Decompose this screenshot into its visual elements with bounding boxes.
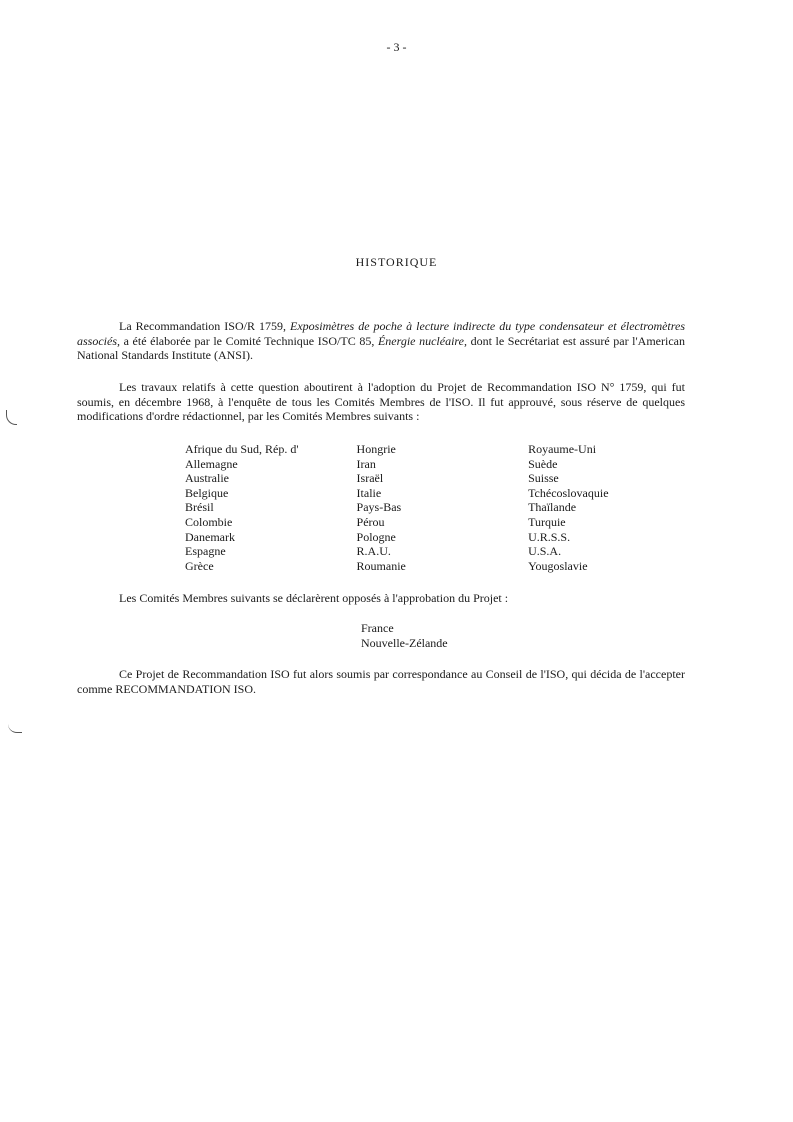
recommendation-title: Exposimètres de poche à lecture indirecte du type condensateur et électromètres associés,: [77, 319, 685, 348]
member-item: Roumanie: [356, 558, 406, 573]
member-item: Turquie: [528, 514, 566, 529]
member-item: Espagne: [185, 544, 226, 559]
member-item: Suisse: [528, 471, 559, 486]
member-item: Hongrie: [356, 442, 396, 456]
members-column-1: [185, 442, 357, 573]
member-item: R.A.U.: [356, 544, 391, 559]
member-item: Grèce: [185, 558, 214, 573]
member-item: Yougoslavie: [528, 558, 588, 573]
member-item: Afrique du Sud, Rép. d': [185, 442, 299, 456]
paragraph-adoption: Les travaux relatifs à cette question aboutirent à l'adoption du Projet de Recommandation ISO N° 1759, qui fut soumis, en décembre 1968, à l'enquête de tous les Comités Membres de l'ISO. Il fut approuvé, sous réserve de quelques modifications d'ordre rédactionnel, par les Comités Membres suivants :: [77, 380, 685, 424]
member-item: U.S.A.: [528, 544, 562, 559]
member-item: Allemagne: [185, 456, 238, 471]
paragraph-origin: La Recommandation ISO/R 1759, Exposimètres de poche à lecture indirecte du type condensateur et électromètres associés, a été élaborée par le Comité Technique ISO/TC 85, Énergie nucléaire, dont le Secrétariat est assuré par l'American National Standards Institute (ANSI).: [77, 319, 685, 363]
member-item: Brésil: [185, 500, 214, 515]
member-item: Pologne: [356, 529, 396, 544]
members-column-3: [528, 442, 645, 573]
member-item: Pays-Bas: [356, 500, 402, 515]
member-item: Danemark: [185, 529, 235, 544]
page-number: - 3 -: [386, 40, 407, 54]
member-item: Nouvelle-Zélande: [361, 635, 448, 650]
member-item: Australie: [185, 471, 229, 486]
member-item: Colombie: [185, 514, 233, 529]
section-title: HISTORIQUE: [355, 255, 438, 269]
paragraph-acceptance: Ce Projet de Recommandation ISO fut alors soumis par correspondance au Conseil de l'ISO, qui décida de l'accepter comme RECOMMANDATION ISO.: [77, 667, 685, 696]
member-item: France: [361, 621, 394, 635]
members-column-2: [357, 442, 529, 573]
opposing-members-list: [361, 621, 448, 650]
member-item: Belgique: [185, 485, 229, 500]
member-item: Royaume-Uni: [528, 442, 597, 456]
paragraph-opposition: Les Comités Membres suivants se déclarèrent opposés à l'approbation du Projet :: [119, 591, 509, 605]
member-item: Thaïlande: [528, 500, 577, 515]
member-item: Italie: [356, 485, 382, 500]
punch-hole-mark: [8, 724, 22, 733]
member-item: Suède: [528, 456, 558, 471]
approving-members-list: [185, 442, 645, 573]
member-item: Tchécoslovaquie: [528, 485, 609, 500]
punch-hole-mark: [6, 410, 17, 425]
member-item: Israël: [356, 471, 384, 486]
member-item: Pérou: [356, 514, 385, 529]
member-item: U.R.S.S.: [528, 529, 571, 544]
committee-name: Énergie nucléaire,: [377, 333, 467, 348]
member-item: Iran: [356, 456, 376, 471]
